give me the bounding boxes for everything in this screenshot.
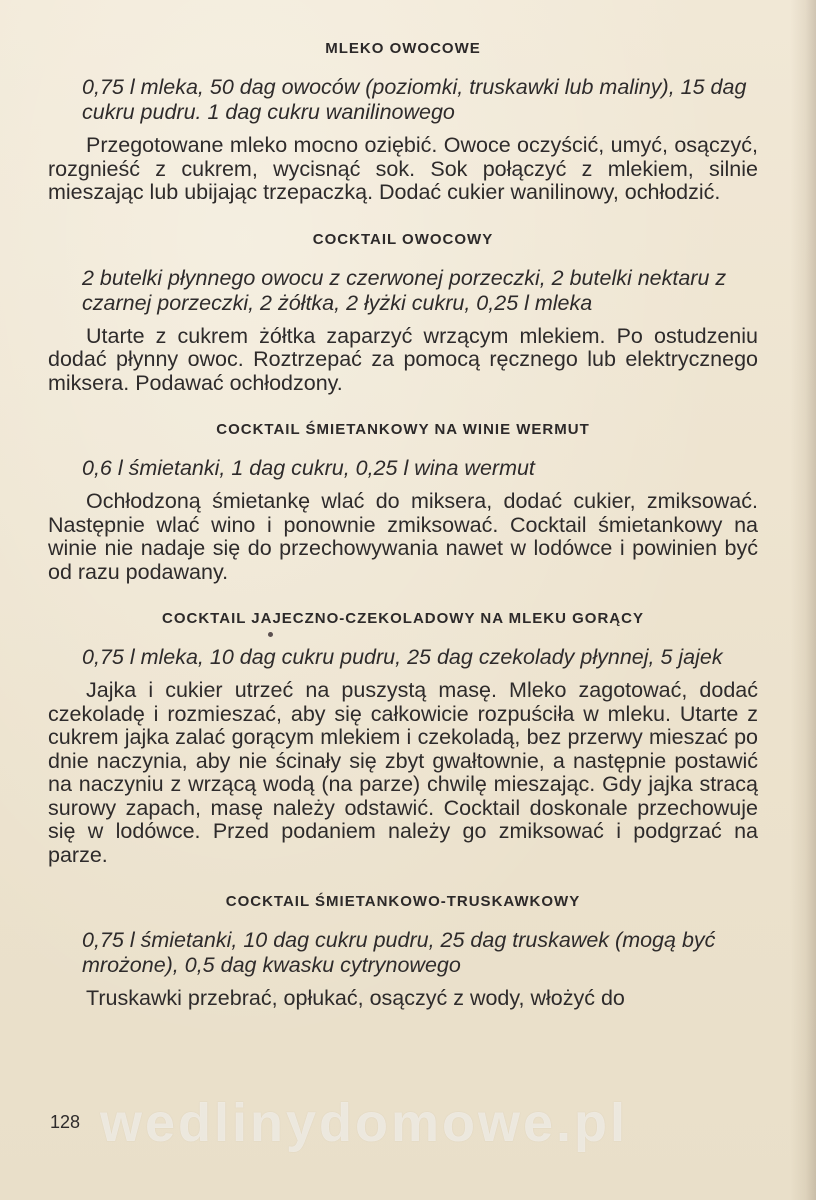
- print-speck: [268, 632, 273, 637]
- recipe-title: COCKTAIL ŚMIETANKOWO-TRUSKAWKOWY: [225, 893, 581, 910]
- recipe-method: Truskawki przebrać, opłukać, osączyć z wody, włożyć do: [86, 986, 625, 1010]
- recipe-ingredients: 0,6 l śmietanki, 1 dag cukru, 0,25 l wina wermut: [82, 456, 535, 480]
- recipe-mleko-owocowe: [48, 40, 758, 205]
- recipe-ingredients: 0,75 l śmietanki, 10 dag cukru pudru, 25 dag truskawek (mogą być mrożone), 0,5 dag kwasku cytrynowego: [82, 928, 716, 977]
- recipe-cocktail-smietankowo-truskawkowy: [48, 893, 758, 1011]
- recipe-method: Ochłodzoną śmietankę wlać do miksera, dodać cukier, zmiksować. Następnie wlać wino i ponownie zmiksować. Cocktail śmietankowy na winie nie nadaje się do przechowywania nawet w lodówce i powinien być od razu podawany.: [48, 489, 758, 584]
- recipe-title: COCKTAIL OWOCOWY: [312, 230, 494, 248]
- recipe-method: Jajka i cukier utrzeć na puszystą masę. Mleko zagotować, dodać czekoladę i rozmieszać, aby się całkowicie rozpuściła w mleku. Utarte z cukrem jajka zalać gorącym mlekiem i czekoladą, bez przerwy mieszać po dnie naczynia, aby nie ścinały się zbyt gwałtownie, a następnie postawić na naczyniu z wrzącą wodą (na parze) chwilę mieszając. Gdy jajka stracą surowy zapach, masę należy odstawić. Cocktail doskonale przechowuje się w lodówce. Przed podaniem należy go zmiksować i podgrzać na parze.: [48, 678, 758, 867]
- recipe-method: Utarte z cukrem żółtka zaparzyć wrzącym mlekiem. Po ostudzeniu dodać płynny owoc. Roztrzepać za pomocą ręcznego lub elektrycznego miksera. Podawać ochłodzony.: [48, 323, 758, 395]
- recipe-cocktail-owocowy: [48, 231, 758, 396]
- recipe-title: COCKTAIL ŚMIETANKOWY NA WINIE WERMUT: [216, 421, 590, 438]
- recipe-cocktail-smietankowy-wermut: [48, 421, 758, 584]
- recipe-ingredients: 0,75 l mleka, 50 dag owoców (poziomki, truskawki lub maliny), 15 dag cukru pudru. 1 dag cukru wanilinowego: [82, 75, 747, 124]
- page-edge-shadow: [790, 0, 816, 1200]
- recipe-method: Przegotowane mleko mocno oziębić. Owoce oczyścić, umyć, osączyć, rozgnieść z cukrem, wycisnąć sok. Sok połączyć z mlekiem, silnie mieszając lub ubijając trzepaczką. Dodać cukier wanilinowy, ochłodzić.: [48, 133, 758, 204]
- recipe-title: COCKTAIL JAJECZNO-CZEKOLADOWY NA MLEKU GORĄCY: [162, 610, 644, 627]
- watermark: wedlinydomowe.pl: [100, 1093, 629, 1153]
- page-content: [48, 40, 758, 1011]
- page-number: 128: [50, 1112, 81, 1132]
- recipe-ingredients: 0,75 l mleka, 10 dag cukru pudru, 25 dag czekolady płynnej, 5 jajek: [82, 645, 723, 669]
- recipe-cocktail-jajeczno-czekoladowy: [48, 610, 758, 867]
- recipe-title: MLEKO OWOCOWE: [325, 40, 481, 57]
- recipe-ingredients: 2 butelki płynnego owocu z czerwonej porzeczki, 2 butelki nektaru z czarnej porzeczki, 2 żółtka, 2 łyżki cukru, 0,25 l mleka: [82, 265, 727, 315]
